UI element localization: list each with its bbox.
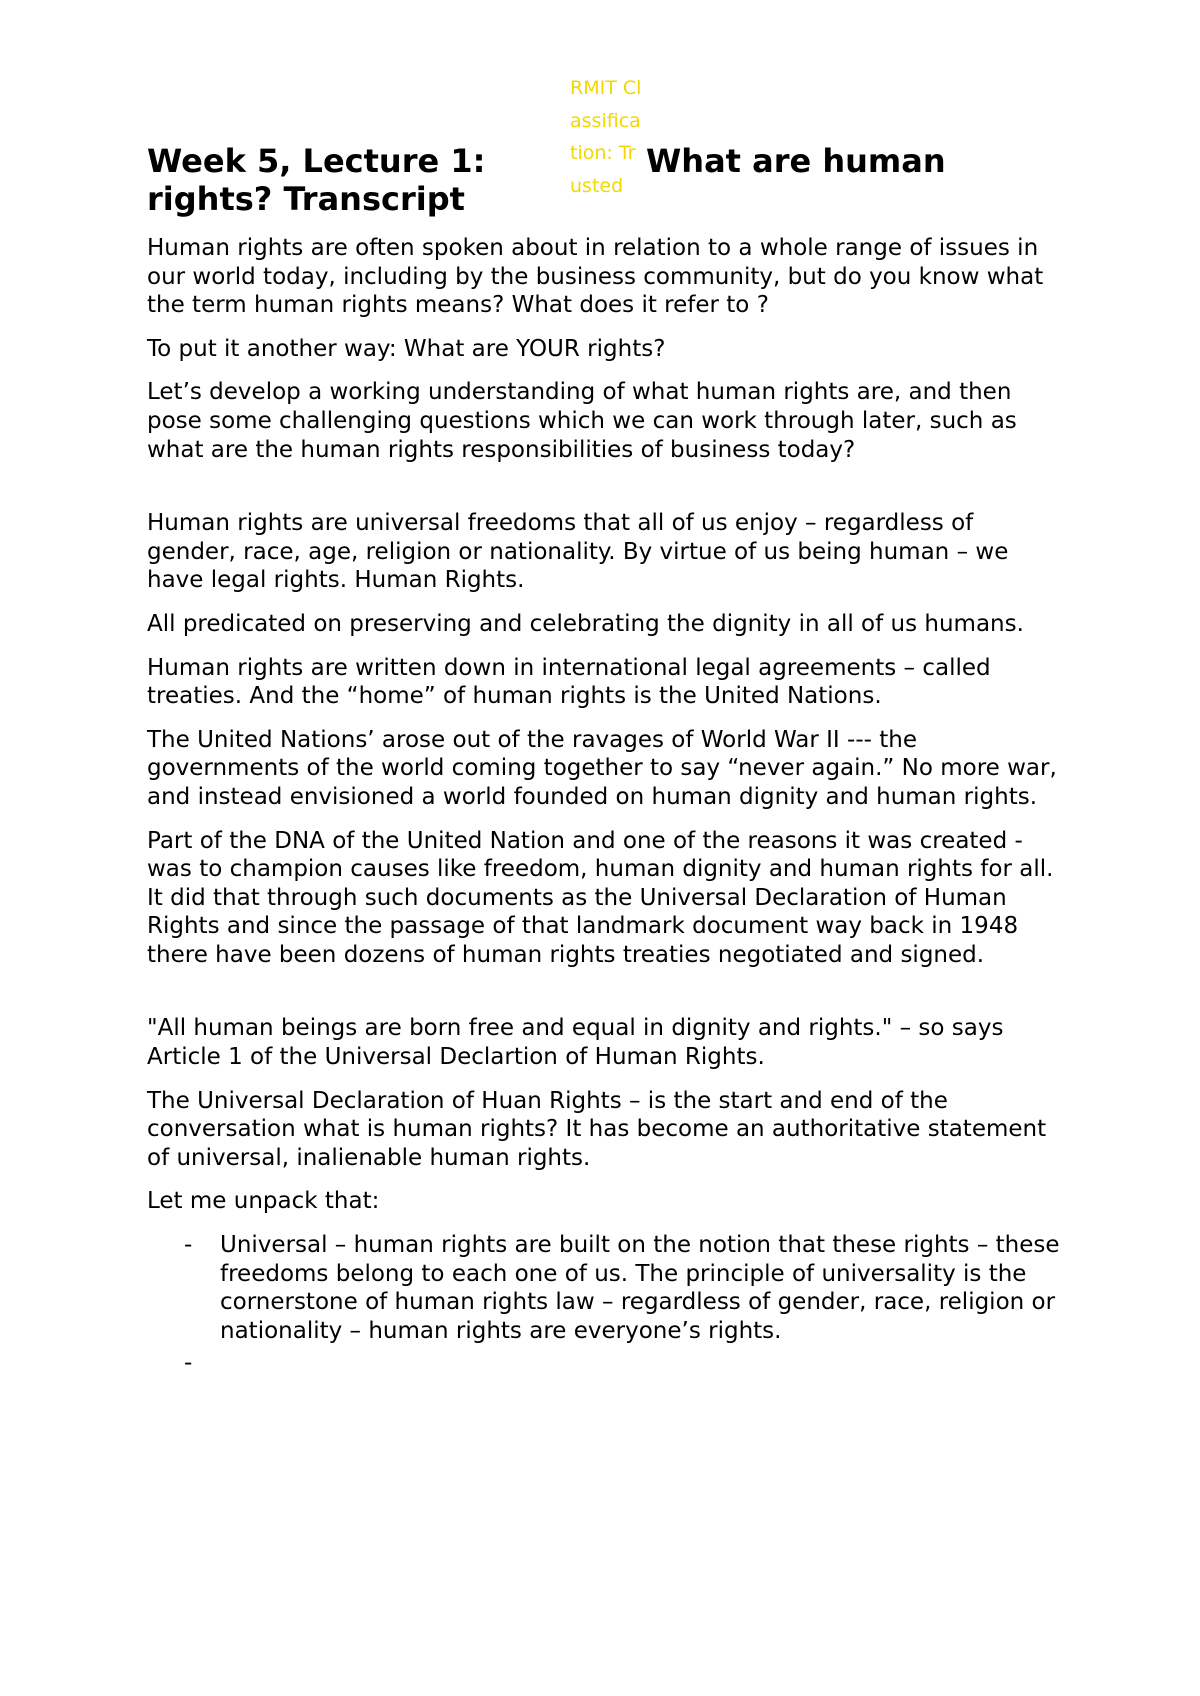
- title-left: Week 5, Lecture 1: rights? Transcript: [147, 142, 486, 218]
- paragraph: Human rights are often spoken about in relation to a whole range of issues in our world today, including by the business community, but do you know what the term human rights means? What does it refer to ?: [147, 235, 1044, 319]
- paragraph: Human rights are universal freedoms that all of us enjoy – regardless of gender, race, age, religion or nationality. By virtue of us being human – we have legal rights. Human Rights.: [147, 510, 1009, 594]
- bullet-dash: -: [184, 1232, 193, 1259]
- paragraph: All predicated on preserving and celebrating the dignity in all of us humans.: [147, 610, 1024, 637]
- bullet-list: [147, 1231, 1067, 1377]
- paragraph: To put it another way: What are YOUR rights?: [147, 335, 666, 362]
- paragraph: Human rights are written down in international legal agreements – called treaties. And the “home” of human rights is the United Nations.: [147, 654, 991, 710]
- paragraph: The Universal Declaration of Huan Rights – is the start and end of the conversation what is human rights? It has become an authoritative statement of universal, inalienable human rights.: [147, 1087, 1047, 1171]
- list-item: [147, 1231, 1067, 1345]
- list-item-text: Universal – human rights are built on the notion that these rights – these freedoms belong to each one of us. The principle of universality is the cornerstone of human rights law – regardless of gender, race, religion or nationality – human rights are everyone’s rights.: [220, 1232, 1060, 1344]
- paragraph: Let’s develop a working understanding of what human rights are, and then pose some challenging questions which we can work through later, such as what are the human rights responsibilities of business today?: [147, 379, 1017, 463]
- classification-label: RMIT Classification: Trusted: [570, 77, 642, 197]
- bullet-dash: -: [184, 1350, 193, 1377]
- title-right: What are human: [646, 142, 946, 180]
- paragraph: The United Nations’ arose out of the ravages of World War II --- the governments of the world coming together to say “never again.” No more war, and instead envisioned a world founded on human dignity and human rights.: [147, 726, 1057, 810]
- paragraph: "All human beings are born free and equal in dignity and rights." – so says Article 1 of the Universal Declartion of Human Rights.: [147, 1015, 1004, 1071]
- paragraph: Part of the DNA of the United Nation and one of the reasons it was created - was to champion causes like freedom, human dignity and human rights for all. It did that through such documents as the Universal Declaration of Human Rights and since the passage of that landmark document way back in 1948 there have been dozens of human rights treaties negotiated and signed.: [147, 827, 1054, 968]
- transcript-body: [147, 234, 1067, 1377]
- paragraph: Let me unpack that:: [147, 1188, 380, 1215]
